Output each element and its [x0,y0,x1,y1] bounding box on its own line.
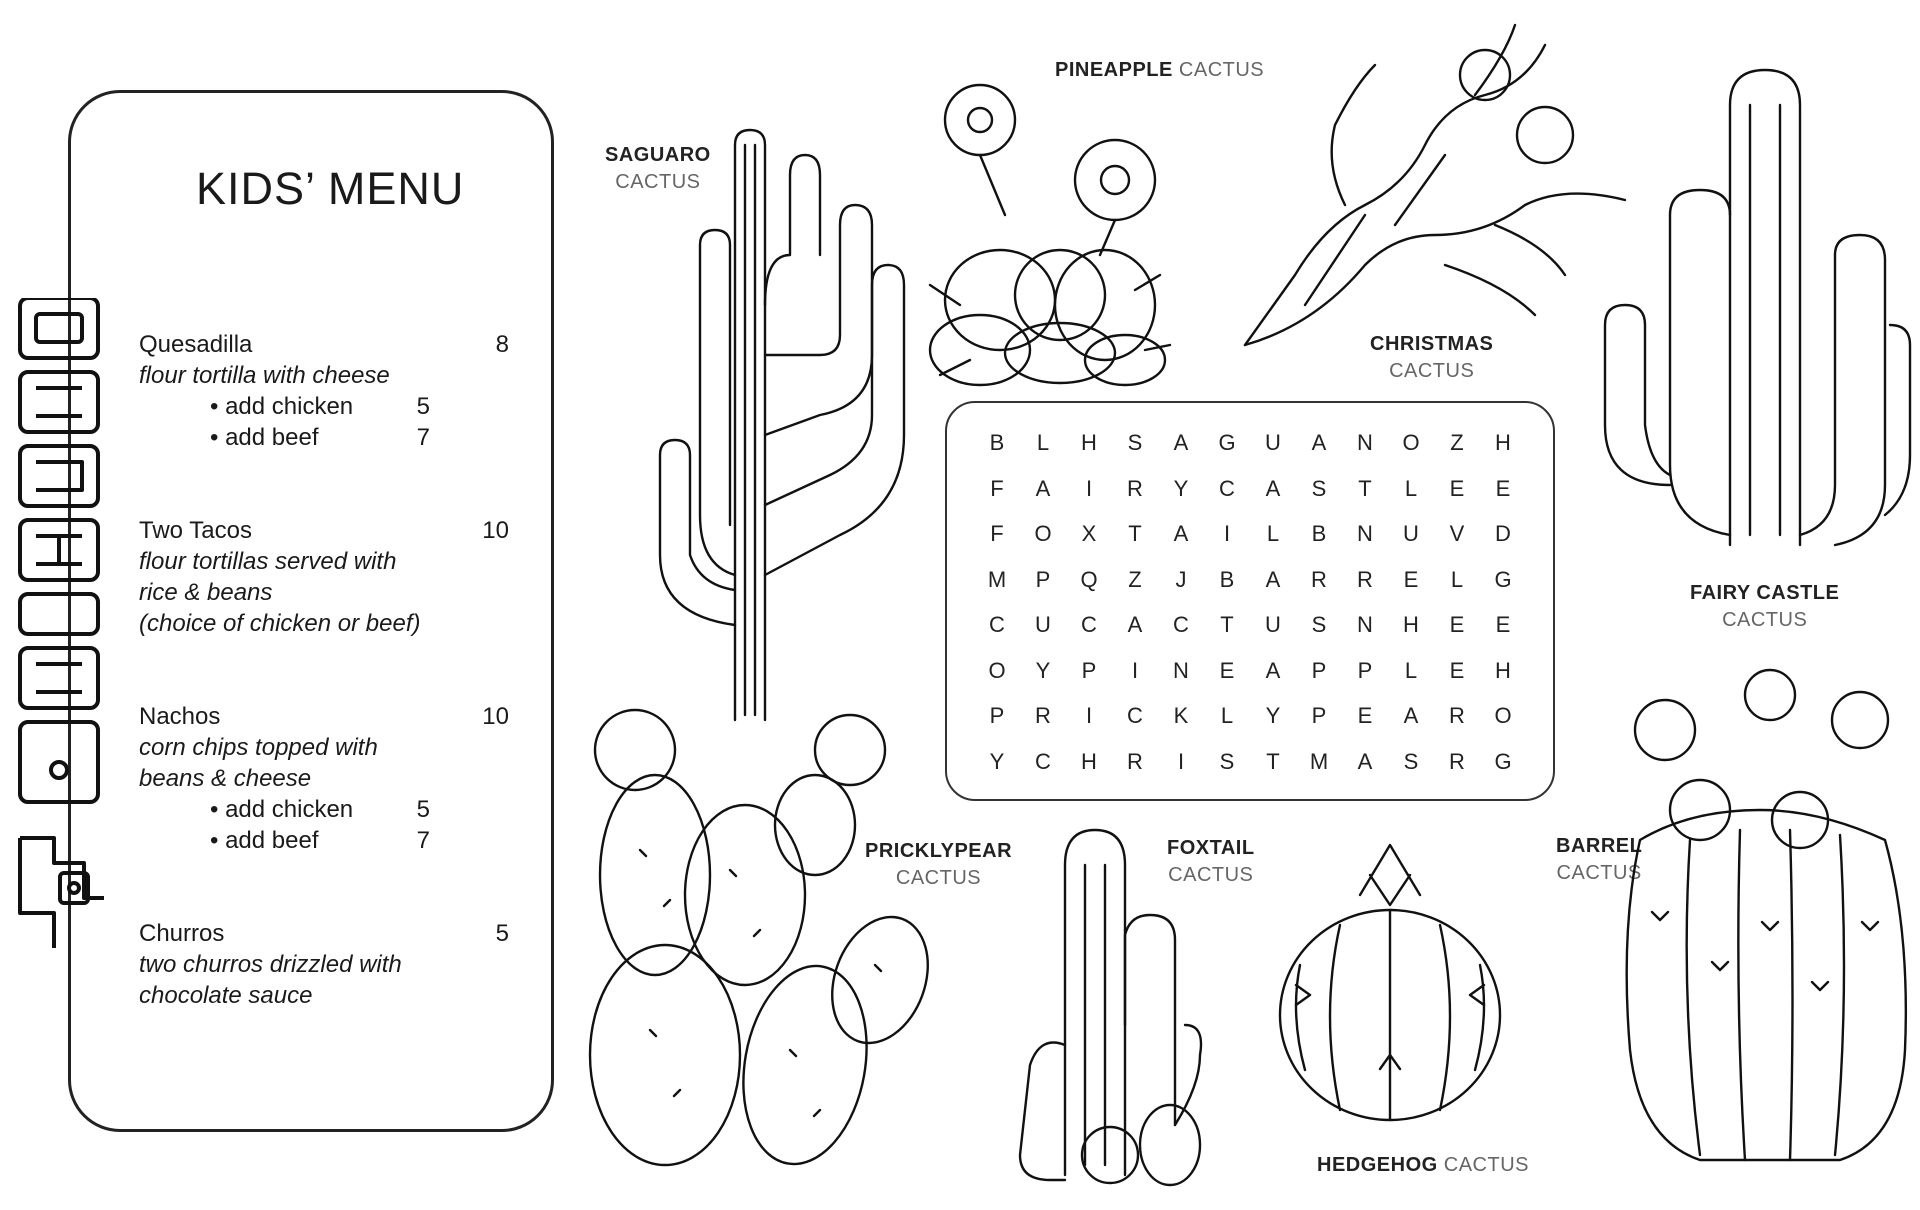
christmas-cactus-drawing [1245,25,1635,365]
word-search-letter: O [988,657,1006,683]
word-search-letter: T [1358,475,1372,501]
word-search-letter: Y [1173,475,1189,501]
word-search-letter: A [1311,430,1327,455]
word-search-letter: H [1495,430,1511,455]
label-bold: BARREL [1556,835,1643,857]
word-search-letter: N [1357,521,1373,546]
word-search-letter: E [1449,475,1465,501]
item-description: (choice of chicken or beef) [139,610,421,637]
item-name: Quesadilla [139,331,253,358]
label-gray: CACTUS [895,867,982,889]
word-search-row [974,656,1526,686]
word-search-letter: E [1495,475,1511,501]
word-search-letter: I [1085,703,1093,728]
label-bold: PRICKLYPEAR [865,840,1013,862]
label-bold: FAIRY CASTLE [1690,582,1840,604]
pineapple-cactus-drawing [920,85,1190,385]
addon-price: 7 [416,827,430,854]
word-search-letter: T [1128,521,1142,546]
word-search-letter: E [1403,566,1419,592]
pricklypear-cactus-drawing [580,700,950,1170]
word-search-letter: C [1219,475,1235,501]
word-search-letter: J [1175,566,1187,592]
word-search-row [974,428,1526,458]
word-search-letter: M [1309,748,1329,774]
word-search-letter: U [1265,612,1281,637]
word-search-letter: A [1357,748,1373,774]
word-search-letter: U [1403,521,1419,546]
word-search-letter: E [1495,612,1511,637]
item-price: 10 [482,703,509,730]
item-description: beans & cheese [139,765,312,792]
label-pineapple [1055,57,1264,84]
word-search-letter: R [1449,703,1465,728]
word-search-letter: T [1220,612,1234,637]
word-search-letter: Y [989,748,1005,774]
saguaro-cactus-drawing [640,55,890,725]
word-search-letter: E [1219,657,1235,683]
addon-chicken [210,391,430,422]
word-search-letter: P [1311,703,1327,728]
word-search-letter: Y [1265,703,1281,728]
word-search-letter: E [1449,612,1465,637]
word-search-letter: P [1035,566,1051,592]
word-search-letter: O [1034,521,1052,546]
word-search-letter: Z [1128,566,1142,592]
kids-menu-card [68,90,554,1132]
item-description: flour tortillas served with [139,548,397,575]
menu-item-nachos [139,702,509,856]
word-search-letter: R [1127,748,1143,774]
item-description: rice & beans [139,579,273,606]
word-search-letter: B [989,430,1005,455]
word-search-letter: C [1081,612,1097,637]
word-search-letter: E [1449,657,1465,683]
word-search-letter: Q [1080,566,1098,592]
label-bold: CHRISTMAS [1370,333,1494,355]
word-search-letter: A [1173,521,1189,546]
word-search-grid [945,401,1555,801]
word-search-letter: A [1173,430,1189,455]
word-search-letter: E [1357,703,1373,728]
word-search-row [974,474,1526,504]
word-search-letter: P [1081,657,1097,683]
label-gray: CACTUS [1178,59,1265,81]
item-description: corn chips topped with [139,734,378,761]
word-search-letter: A [1035,475,1051,501]
word-search-row [974,701,1526,731]
label-bold: SAGUARO [605,144,711,166]
word-search-letter: O [1494,703,1512,728]
word-search-letter: P [1357,657,1373,683]
foxtail-cactus-drawing [1010,825,1210,1185]
item-name: Nachos [139,703,221,730]
word-search-letter: L [1036,430,1050,455]
word-search-row [974,565,1526,595]
word-search-letter: R [1311,566,1327,592]
word-search-letter: I [1177,748,1185,774]
addon-label: • add beef [210,424,319,451]
word-search-letter: S [1311,475,1327,501]
word-search-letter: L [1450,566,1464,592]
word-search-letter: Z [1450,430,1464,455]
word-search-letter: S [1219,748,1235,774]
word-search-letter: I [1085,475,1093,501]
word-search-letter: P [989,703,1005,728]
word-search-letter: P [1311,657,1327,683]
piscina-logo [14,298,104,948]
item-price: 8 [495,331,509,358]
word-search-letter: F [990,521,1004,546]
word-search-letter: C [1173,612,1189,637]
word-search-letter: S [1403,748,1419,774]
addon-price: 7 [416,424,430,451]
word-search-letter: R [1357,566,1373,592]
word-search-letter: H [1403,612,1419,637]
word-search-letter: B [1219,566,1235,592]
word-search-letter: T [1266,748,1280,774]
word-search-letter: B [1311,521,1327,546]
label-gray: CACTUS [1443,1154,1529,1176]
barrel-cactus-drawing [1620,670,1910,1170]
word-search-letter: V [1449,521,1465,546]
item-price: 5 [495,920,509,947]
word-search-letter: L [1404,657,1418,683]
addon-label: • add chicken [210,796,354,823]
word-search-letter: X [1081,521,1097,546]
item-price: 10 [482,517,509,544]
word-search-letter: A [1403,703,1419,728]
label-bold: PINEAPPLE [1055,59,1173,81]
word-search-row [974,519,1526,549]
word-search-letter: G [1218,430,1236,455]
word-search-letter: R [1035,703,1051,728]
menu-item-quesadilla [139,330,509,453]
addon-label: • add chicken [210,393,354,420]
word-search-letter: G [1494,748,1512,774]
item-description: flour tortilla with cheese [139,362,390,389]
word-search-letter: C [1035,748,1051,774]
word-search-letter: L [1220,703,1234,728]
label-gray: CACTUS [1168,864,1254,886]
label-gray: CACTUS [1556,862,1642,884]
word-search-letter: A [1265,475,1281,501]
word-search-letter: Y [1035,657,1051,683]
addon-beef [210,825,430,856]
label-gray: CACTUS [615,171,701,193]
word-search-letter: C [1127,703,1143,728]
addon-label: • add beef [210,827,319,854]
item-name: Two Tacos [139,517,252,544]
item-description: chocolate sauce [139,982,313,1009]
word-search-letter: I [1131,657,1139,683]
label-gray: CACTUS [1389,360,1475,382]
addon-price: 5 [416,796,430,823]
label-hedgehog [1317,1152,1529,1179]
word-search-letter: A [1127,612,1143,637]
word-search-letter: N [1173,657,1189,683]
word-search-letter: H [1081,748,1097,774]
word-search-letter: R [1127,475,1143,501]
word-search-row [974,747,1526,777]
addon-price: 5 [416,393,430,420]
label-bold: HEDGEHOG [1317,1154,1438,1176]
word-search-letter: K [1173,703,1189,728]
word-search-letter: U [1265,430,1281,455]
word-search-letter: S [1311,612,1327,637]
item-name: Churros [139,920,225,947]
label-fairy-castle [1690,580,1839,634]
menu-item-two-tacos [139,516,509,639]
hedgehog-cactus-drawing [1270,845,1510,1135]
addon-chicken [210,794,430,825]
item-description: two churros drizzled with [139,951,402,978]
word-search-row [974,610,1526,640]
fairy-castle-cactus-drawing [1595,65,1915,565]
word-search-letter: A [1265,657,1281,683]
word-search-letter: A [1265,566,1281,592]
word-search-letter: N [1357,430,1373,455]
label-bold: FOXTAIL [1167,837,1255,859]
word-search-letter: D [1495,521,1511,546]
word-search-letter: O [1402,430,1420,455]
menu-title: KIDS’ MENU [196,163,465,214]
word-search-letter: L [1404,475,1418,501]
menu-item-churros [139,919,509,1011]
word-search-letter: R [1449,748,1465,774]
word-search-letter: M [987,566,1007,592]
word-search-letter: L [1266,521,1280,546]
word-search-letter: F [990,475,1004,501]
word-search-letter: S [1127,430,1143,455]
word-search-letter: C [989,612,1005,637]
addon-beef [210,422,430,453]
word-search-letter: U [1035,612,1051,637]
word-search-letter: N [1357,612,1373,637]
word-search-letter: H [1495,657,1511,683]
word-search-letter: I [1223,521,1231,546]
label-gray: CACTUS [1722,609,1808,631]
word-search-letter: G [1494,566,1512,592]
word-search-letter: H [1081,430,1097,455]
